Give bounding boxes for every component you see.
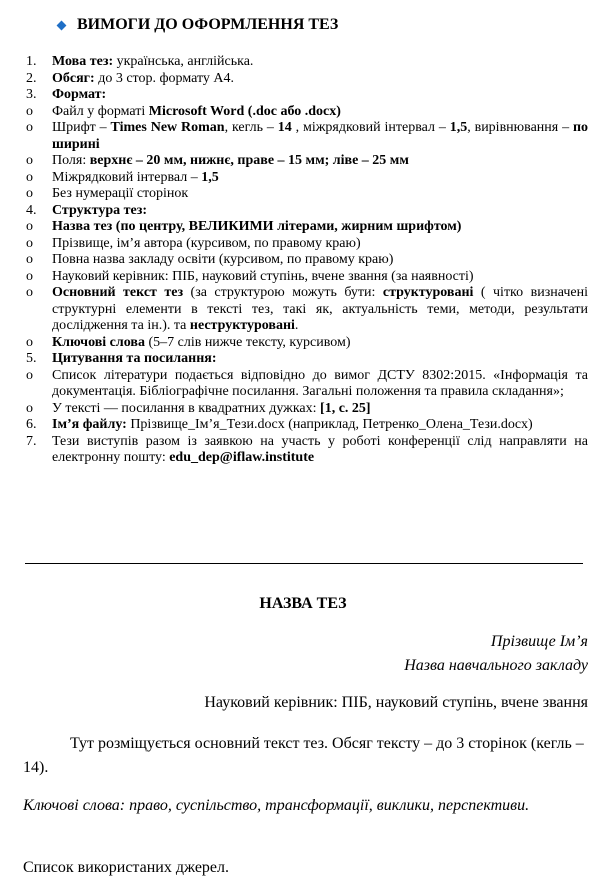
sub-item [26,252,588,269]
diamond-bullet-icon [57,20,67,30]
requirements-heading [58,16,338,34]
bold-text: edu_dep@iflaw.institute [169,450,315,465]
item-text: Прізвище_Ім’я_Тези.docx (наприклад, Петренко_Олена_Тези.docx) [126,417,533,432]
sub-item [26,269,588,286]
bold-text: Times New Roman [110,120,225,135]
numbered-item [26,54,588,71]
bold-text: Цитування та посилання: [52,351,217,366]
item-number: 5. [26,351,37,366]
item-text: Тези виступів разом із заявкою на участь у роботі конференції слід направляти на електронну пошту: [52,433,588,465]
sub-item [26,285,588,335]
circle-bullet-icon: o [26,219,33,234]
sub-item [26,104,588,121]
numbered-item [26,351,588,368]
sub-item [26,186,588,203]
item-text: , вирівнювання – [467,120,573,135]
bold-text: по ширині [52,120,589,152]
item-text: У тексті — посилання в квадратних дужках: [52,400,321,416]
item-number: 1. [26,54,37,69]
sample-title: НАЗВА ТЕЗ [259,595,347,612]
sub-item [26,170,588,187]
bold-text: верхнє – 20 мм, нижнє, праве – 15 мм; ліве – 25 мм [89,153,409,168]
separator-line [25,563,583,564]
item-number: 7. [26,433,37,449]
sample-body-text: Тут розміщується основний текст тез. Обсяг тексту – до 3 сторінок (кегль – 14). [23,735,584,776]
bold-text: Мова тез: [52,54,114,69]
circle-bullet-icon: o [26,252,33,267]
circle-bullet-icon: o [26,268,33,284]
numbered-item [26,417,588,434]
bold-text: структуровані [382,285,474,300]
sample-author: Прізвище Ім’я [490,633,588,650]
sub-item [26,219,588,236]
item-text: ( чітко визначені структурні елементи в тексті тез, такі як, актуальність теми, методи, результати дослідження та ін.). та [52,285,589,333]
requirements-list [26,54,588,467]
item-text: Науковий керівник: ПІБ, науковий ступінь, вчене звання (за наявності) [52,268,474,284]
sample-institution: Назва навчального закладу [404,657,588,674]
circle-bullet-icon: o [26,367,33,383]
bold-text: 1,5 [449,120,468,135]
circle-bullet-icon: o [26,334,33,350]
item-number: 3. [26,87,37,102]
item-number: 2. [26,70,37,86]
item-text: , міжрядковий інтервал – [291,120,450,135]
bold-text: Назва тез (по центру, ВЕЛИКИМИ літерами, жирним шрифтом) [52,219,462,234]
circle-bullet-icon: o [26,235,33,251]
numbered-item [26,203,588,220]
circle-bullet-icon: o [26,153,33,168]
circle-bullet-icon: o [26,285,33,300]
sample-references: Список використаних джерел. [23,859,229,876]
sub-item [26,236,588,253]
item-text: Прізвище, ім’я автора (курсивом, по правому краю) [52,235,361,251]
item-number: 4. [26,202,37,218]
bold-text: Ключові слова [52,334,145,350]
item-text: до 3 стор. формату А4. [94,70,234,86]
sub-item [26,153,588,170]
bold-text: 1,5 [201,169,219,185]
sub-item [26,335,588,352]
sample-keywords: Ключові слова: право, суспільство, трансформації, виклики, перспективи. [23,797,530,814]
sub-item [26,368,588,401]
numbered-item [26,71,588,88]
bold-text: неструктуровані [189,318,295,333]
item-text: (5–7 слів нижче тексту, курсивом) [144,334,351,350]
item-text: Повна назва закладу освіти (курсивом, по правому краю) [52,252,394,267]
bold-text: Обсяг: [52,70,95,86]
sub-item [26,401,588,418]
bold-text: Структура тез: [52,202,147,218]
sample-supervisor: Науковий керівник: ПІБ, науковий ступінь, вчене звання [204,694,588,711]
circle-bullet-icon: o [26,186,33,201]
sub-item [26,120,588,153]
item-text: українська, англійська. [113,54,254,69]
bold-text: Ім’я файлу: [52,417,127,432]
bold-text: [1, с. 25] [320,400,371,416]
bold-text: Основний текст тез [52,285,184,300]
circle-bullet-icon: o [26,400,33,416]
item-text: (за структурою можуть бути: [183,285,383,300]
item-number: 6. [26,417,37,432]
bold-text: 14 [277,120,292,135]
circle-bullet-icon: o [26,103,33,119]
item-text: , кегль – [224,120,278,135]
item-text: . [294,318,299,333]
numbered-item [26,434,588,467]
bold-text: Microsoft Word (.doc або .docx) [148,103,341,119]
item-text: Шрифт – [52,120,111,135]
circle-bullet-icon: o [26,120,33,135]
item-text: Поля: [52,153,90,168]
bold-text: Формат: [52,87,107,102]
item-text: Міжрядковий інтервал – [52,169,202,185]
item-text: Без нумерації сторінок [52,186,189,201]
item-text: Список літератури подається відповідно до вимог ДСТУ 8302:2015. «Інформація та документація. Бібліографічне посилання. Загальні положення та правила складання»; [52,367,588,399]
item-text: Файл у форматі [52,103,149,119]
circle-bullet-icon: o [26,169,33,185]
numbered-item [26,87,588,104]
requirements-heading-text: ВИМОГИ ДО ОФОРМЛЕННЯ ТЕЗ [77,16,339,33]
